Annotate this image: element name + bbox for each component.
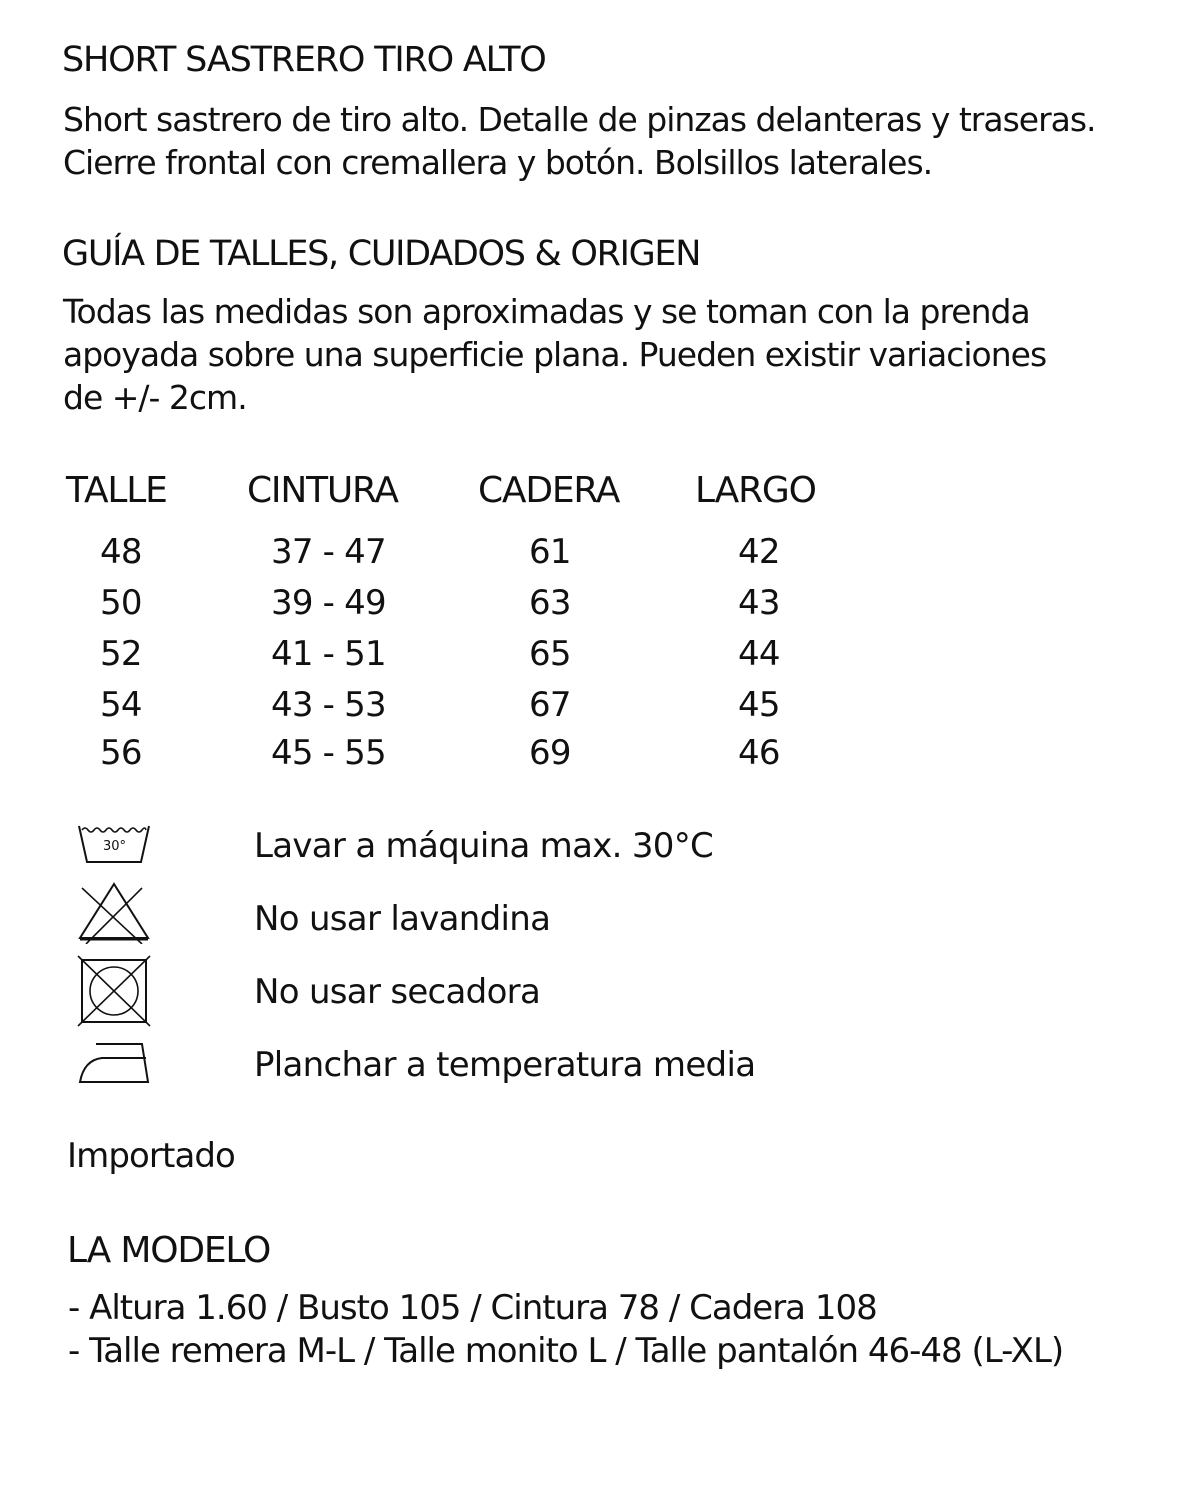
cell-talle: 52 <box>100 634 142 674</box>
model-line: - Talle remera M-L / Talle monito L / Talle pantalón 46-48 (L-XL) <box>68 1331 1064 1371</box>
cell-largo: 45 <box>738 685 780 725</box>
product-description <box>63 98 1096 184</box>
description-line: Cierre frontal con cremallera y botón. Bolsillos laterales. <box>63 143 933 182</box>
cell-cadera: 63 <box>529 583 571 623</box>
note-line: de +/- 2cm. <box>63 378 247 417</box>
cell-cintura: 41 - 51 <box>271 634 386 674</box>
no-tumble-dry-icon <box>76 954 152 1028</box>
model-title: LA MODELO <box>67 1230 271 1271</box>
care-label: No usar lavandina <box>254 899 551 939</box>
iron-medium-icon <box>76 1040 152 1086</box>
cell-cintura: 43 - 53 <box>271 685 386 725</box>
cell-cadera: 65 <box>529 634 571 674</box>
no-bleach-icon <box>76 882 152 944</box>
cell-cadera: 61 <box>529 532 571 572</box>
wash-30-icon <box>76 822 152 866</box>
cell-largo: 42 <box>738 532 780 572</box>
note-line: Todas las medidas son aproximadas y se toman con la prenda <box>63 292 1030 331</box>
care-label: Lavar a máquina max. 30°C <box>254 826 714 866</box>
care-label: Planchar a temperatura media <box>254 1045 756 1085</box>
cell-talle: 56 <box>100 733 142 773</box>
cell-talle: 54 <box>100 685 142 725</box>
cell-largo: 43 <box>738 583 780 623</box>
header-cintura: CINTURA <box>247 470 398 511</box>
header-cadera: CADERA <box>478 470 620 511</box>
model-line: - Altura 1.60 / Busto 105 / Cintura 78 / Cadera 108 <box>68 1288 877 1328</box>
product-title: SHORT SASTRERO TIRO ALTO <box>62 40 546 80</box>
cell-cintura: 39 - 49 <box>271 583 386 623</box>
cell-largo: 44 <box>738 634 780 674</box>
note-line: apoyada sobre una superficie plana. Pueden existir variaciones <box>63 335 1047 374</box>
header-talle: TALLE <box>66 470 167 511</box>
cell-talle: 50 <box>100 583 142 623</box>
header-largo: LARGO <box>695 470 816 511</box>
guide-note <box>63 290 1046 419</box>
cell-talle: 48 <box>100 532 142 572</box>
origin-text: Importado <box>67 1136 235 1176</box>
cell-cadera: 69 <box>529 733 571 773</box>
cell-cintura: 45 - 55 <box>271 733 386 773</box>
cell-cadera: 67 <box>529 685 571 725</box>
cell-largo: 46 <box>738 733 780 773</box>
cell-cintura: 37 - 47 <box>271 532 386 572</box>
wash-temp-text: 30° <box>103 839 127 854</box>
guide-title: GUÍA DE TALLES, CUIDADOS & ORIGEN <box>62 234 701 274</box>
care-label: No usar secadora <box>254 972 541 1012</box>
description-line: Short sastrero de tiro alto. Detalle de pinzas delanteras y traseras. <box>63 100 1096 139</box>
